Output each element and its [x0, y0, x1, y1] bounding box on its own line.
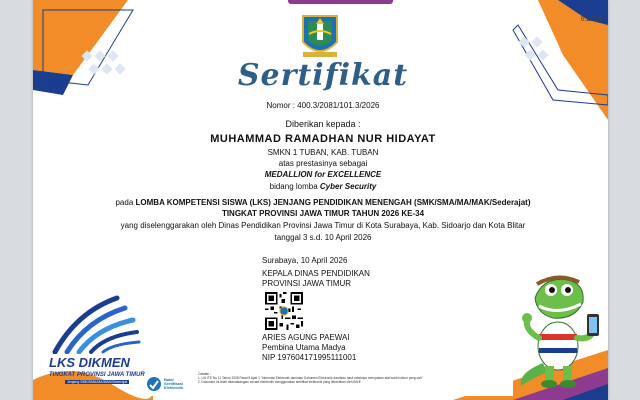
- school-name: SMKN 1 TUBAN, KAB. TUBAN: [267, 148, 379, 157]
- notes-title: Catatan :: [198, 372, 211, 376]
- lks-title: LKS DIKMEN: [49, 355, 130, 370]
- note-1: 1. UU ITE No 11 Tahun 2008 Pasal 5 Ayat 1 "Informasi Elektronik dan/atau Dokumen Elektronik dan/atau hasil cetaknya merupakan alat bukti hukum yang sah": [198, 376, 423, 381]
- signatory-position-line1: KEPALA DINAS PENDIDIKAN: [262, 269, 370, 278]
- organizer: yang diselenggarakan oleh Dinas Pendidikan Provinsi Jawa Timur di Kota Surabaya, Kab. Sidoarjo dan Kota Blitar: [120, 221, 526, 230]
- bsre-logo-icon: [146, 376, 162, 392]
- footer-notes: [198, 372, 518, 385]
- crocodile-mascot-icon: [513, 268, 603, 390]
- signatory-nip: NIP 197604171995111001: [262, 353, 357, 362]
- lks-subtitle-2: Jenjang SMK/SMA/MA/MAK/Sederajat: [67, 380, 128, 384]
- east-java-emblem-icon: [299, 12, 341, 60]
- recipient-name: MUHAMMAD RAMADHAN NUR HIDAYAT: [210, 133, 436, 145]
- competition-prefix: pada: [115, 198, 136, 207]
- signature-place-date: Surabaya, 10 April 2026: [262, 256, 348, 265]
- signatory-position-line2: PROVINSI JAWA TIMUR: [262, 279, 352, 288]
- competition-field: [123, 182, 523, 191]
- event-dates: tanggal 3 s.d. 10 April 2026: [274, 233, 372, 242]
- certificate-page: [33, 0, 608, 400]
- signatory-rank: Pembina Utama Madya: [262, 343, 346, 352]
- achievement-intro: atas prestasinya sebagai: [278, 159, 368, 168]
- page-number: 6.2015: [580, 16, 602, 23]
- bsre-line3: Elektronik: [164, 385, 184, 390]
- competition-level: TINGKAT PROVINSI JAWA TIMUR TAHUN 2026 KE-34: [221, 209, 425, 218]
- field-name: Cyber Security: [319, 182, 377, 191]
- note-2: 2. Dokumen ini telah ditandatangani secara elektronik menggunakan sertifikat elektronik yang diterbitkan oleh BSrE: [198, 380, 361, 385]
- competition-line: [93, 198, 553, 207]
- top-tab-decoration: [288, 0, 393, 4]
- bsre-label: [164, 378, 183, 390]
- signatory-name: ARIES AGUNG PAEWAI: [262, 333, 350, 342]
- qr-code-icon: [265, 292, 303, 330]
- bsre-line1: Balai: [164, 377, 174, 382]
- given-to-label: Diberikan kepada :: [285, 119, 361, 129]
- lks-subtitle: TINGKAT PROVINSI JAWA TIMUR: [49, 372, 145, 378]
- award-title: MEDALLION for EXCELLENCE: [264, 170, 382, 179]
- competition-name: LOMBA KOMPETENSI SISWA (LKS) JENJANG PENDIDIKAN MENENGAH (SMK/SMA/MA/MAK/Sederajat): [135, 198, 531, 207]
- field-prefix: bidang lomba: [269, 182, 320, 191]
- lks-logo-icon: [47, 292, 142, 354]
- certificate-number: Nomor : 400.3/2081/101.3/2026: [266, 101, 380, 110]
- bsre-line2: Sertifikasi: [164, 381, 184, 386]
- certificate-title: Sertifikat: [237, 58, 409, 93]
